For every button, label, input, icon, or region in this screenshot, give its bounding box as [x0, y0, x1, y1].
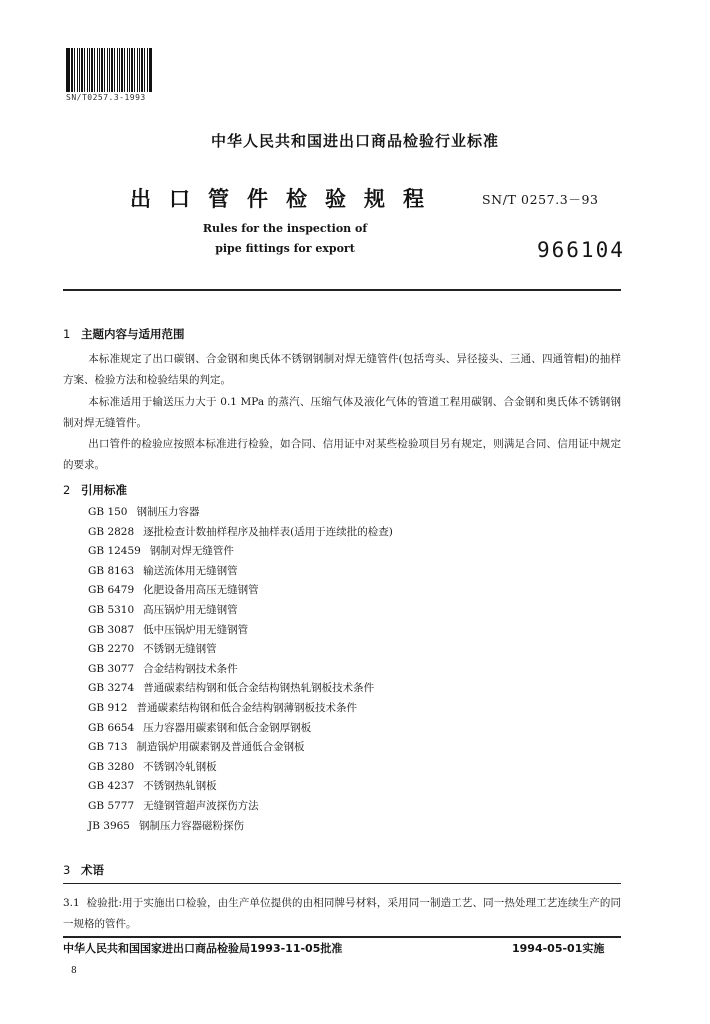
section-3-number: 3 — [63, 863, 71, 877]
list-item — [88, 503, 393, 523]
barcode-image — [66, 48, 152, 92]
list-item — [88, 777, 393, 797]
barcode-caption: SN/T0257.3-1993 — [66, 93, 146, 102]
ref-code: GB 3087 — [88, 623, 135, 636]
list-item — [88, 581, 393, 601]
section-1-title: 主题内容与适用范围 — [81, 327, 185, 341]
ref-code: GB 12459 — [88, 545, 141, 558]
header-rule — [63, 289, 621, 291]
ref-code: GB 2828 — [88, 525, 135, 538]
ref-code: GB 3280 — [88, 760, 135, 773]
section-2-number: 2 — [63, 483, 71, 497]
ref-code: GB 4237 — [88, 780, 135, 793]
ref-code: GB 713 — [88, 741, 128, 754]
ref-code: GB 3274 — [88, 682, 135, 695]
list-item — [88, 817, 393, 837]
ref-title: 无缝钢管超声波探伤方法 — [143, 799, 259, 812]
term-definition — [63, 893, 621, 935]
section-1-number: 1 — [63, 327, 71, 341]
ref-title: 钢制压力容器磁粉探伤 — [139, 819, 244, 832]
standard-category-title: 中华人民共和国进出口商品检验行业标准 — [210, 132, 499, 150]
ref-code: GB 6654 — [88, 721, 135, 734]
list-item — [88, 621, 393, 641]
ref-code: GB 912 — [88, 701, 128, 714]
catalog-number: 966104 — [537, 238, 625, 262]
approval-statement: 中华人民共和国国家进出口商品检验局1993-11-05批准 — [63, 942, 343, 955]
english-title-line-1: Rules for the inspection of — [202, 222, 368, 235]
ref-title: 不锈钢无缝钢管 — [143, 643, 217, 656]
effective-date: 1994-05-01实施 — [512, 942, 605, 955]
ref-title: 合金结构钢技术条件 — [143, 662, 238, 675]
ref-title: 化肥设备用高压无缝钢管 — [143, 584, 259, 597]
list-item — [88, 562, 393, 582]
list-item — [88, 679, 393, 699]
section-1-paragraph-1: 本标准规定了出口碳钢、合金钢和奥氏体不锈钢钢制对焊无缝管件(包括弯头、异径接头、三通、四通管帽)的抽样方案、检验方法和检验结果的判定。 — [63, 353, 621, 386]
ref-title: 不锈钢热轧钢板 — [143, 780, 217, 793]
section-1-paragraph-3: 出口管件的检验应按照本标准进行检验，如合同、信用证中对某些检验项目另有规定，则满足合同、信用证中规定的要求。 — [63, 438, 621, 471]
ref-code: GB 3077 — [88, 662, 135, 675]
document-title: 出口管件检验规程 — [130, 187, 442, 211]
ref-title: 低中压锅炉用无缝钢管 — [143, 623, 249, 636]
ref-title: 普通碳素结构钢和低合金结构钢薄钢板技术条件 — [136, 701, 357, 714]
ref-title: 制造锅炉用碳素钢及普通低合金钢板 — [136, 741, 305, 754]
section-2-title: 引用标准 — [81, 483, 127, 497]
list-item — [88, 758, 393, 778]
section-1-paragraph-2: 本标准适用于输送压力大于 0.1 MPa 的蒸汽、压缩气体及液化气体的管道工程用碳钢、合金钢和奥氏体不锈钢钢制对焊无缝管件。 — [63, 396, 621, 429]
list-item — [88, 719, 393, 739]
list-item — [88, 542, 393, 562]
section-1-heading — [63, 326, 185, 342]
list-item — [88, 523, 393, 543]
list-item — [88, 797, 393, 817]
ref-code: GB 2270 — [88, 643, 135, 656]
ref-code: GB 8163 — [88, 564, 135, 577]
list-item — [88, 660, 393, 680]
ref-code: GB 5777 — [88, 799, 135, 812]
footer-rule — [63, 936, 621, 938]
ref-code: GB 5310 — [88, 603, 135, 616]
ref-title: 输送流体用无缝钢管 — [143, 564, 238, 577]
term-number: 3.1 — [63, 897, 80, 909]
ref-title: 普通碳素结构钢和低合金结构钢热轧钢板技术条件 — [143, 682, 375, 695]
ref-title: 不锈钢冷轧钢板 — [143, 760, 217, 773]
list-item — [88, 601, 393, 621]
ref-title: 钢制对焊无缝管件 — [149, 545, 234, 558]
list-item — [88, 640, 393, 660]
term-text: 检验批:用于实施出口检验，由生产单位提供的由相同牌号材料，采用同一制造工艺、同一热处理工艺连续生产的同一规格的管件。 — [63, 897, 621, 930]
ref-title: 压力容器用碳素钢和低合金钢厚钢板 — [143, 721, 312, 734]
list-item — [88, 738, 393, 758]
section-2-heading — [63, 482, 127, 498]
section-3-heading — [63, 862, 104, 878]
section-3-rule — [63, 883, 621, 884]
english-title-line-2: pipe fittings for export — [215, 242, 355, 255]
ref-code: JB 3965 — [88, 819, 130, 832]
page-number: 8 — [71, 966, 77, 976]
list-item — [88, 699, 393, 719]
standard-number: SN/T 0257.3－93 — [482, 192, 599, 207]
ref-title: 逐批检查计数抽样程序及抽样表(适用于连续批的检查) — [143, 525, 393, 538]
ref-title: 钢制压力容器 — [136, 506, 200, 518]
section-3-title: 术语 — [81, 863, 104, 877]
ref-code: GB 150 — [88, 506, 128, 518]
referenced-standards-list — [88, 503, 393, 836]
ref-title: 高压锅炉用无缝钢管 — [143, 603, 238, 616]
ref-code: GB 6479 — [88, 584, 135, 597]
